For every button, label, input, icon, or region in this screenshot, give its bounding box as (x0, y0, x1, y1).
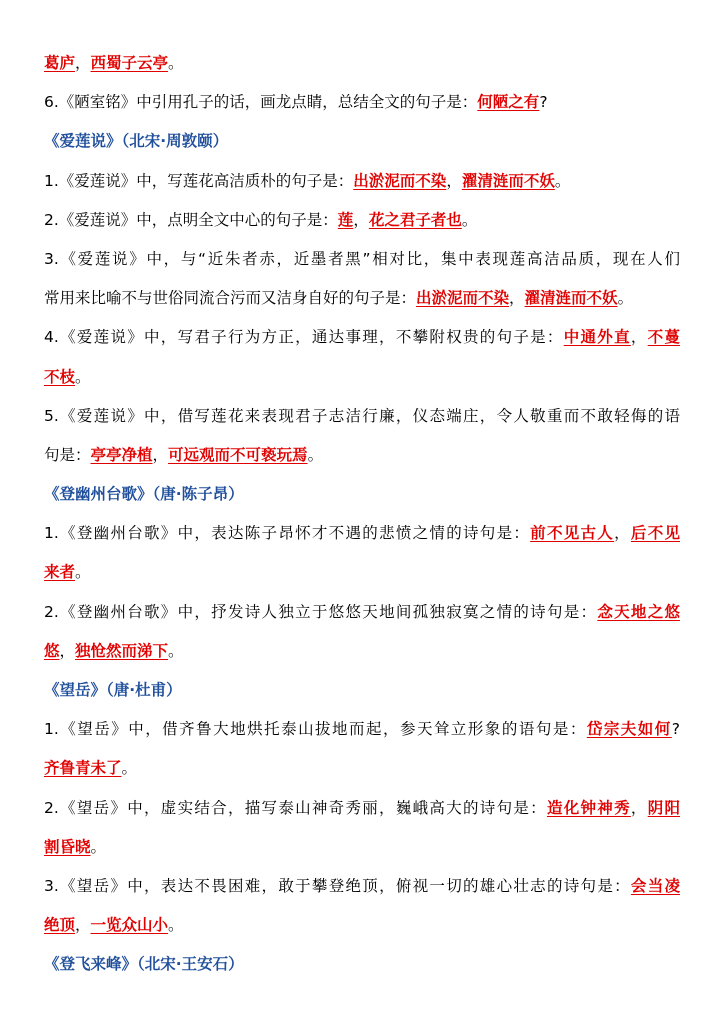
text-line (44, 553, 680, 592)
answer-text: 濯清涟而不妖 (461, 171, 555, 190)
plain-text: ， (446, 171, 462, 190)
text-line (44, 318, 680, 357)
plain-text: 。 (90, 837, 107, 856)
answer-text: 出淤泥而不染 (416, 289, 510, 308)
section-heading (44, 475, 680, 514)
plain-text: 。 (554, 171, 571, 190)
answer-text: 阴阳 (647, 798, 680, 817)
plain-text: 《望岳》（唐·杜甫） (44, 681, 182, 699)
answer-text: 可远观而不可亵玩焉 (168, 445, 308, 464)
text-line (44, 749, 680, 788)
answer-text: 中通外直 (563, 328, 631, 347)
text-line (44, 632, 680, 671)
plain-text: ? (539, 93, 548, 112)
plain-text: 《登飞来峰》（北宋·王安石） (44, 955, 244, 974)
text-line (44, 83, 680, 122)
plain-text: 1.《登幽州台歌》中，表达陈子昂怀才不遇的悲愤之情的诗句是： (44, 524, 531, 543)
text-line (44, 514, 680, 553)
text-line (44, 906, 680, 945)
answer-text: 不枝 (44, 367, 76, 386)
section-heading (44, 122, 680, 161)
answer-text: 濯清涟而不妖 (524, 289, 618, 308)
plain-text: ， (75, 54, 91, 72)
plain-text: 。 (75, 563, 91, 582)
text-line (44, 240, 680, 279)
plain-text: ， (630, 798, 648, 817)
plain-text: 。 (461, 210, 478, 229)
answer-text: 割昏晓 (44, 837, 91, 856)
plain-text: 《登幽州台歌》（唐·陈子昂） (44, 485, 244, 504)
answer-text: 岱宗夫如何 (586, 720, 672, 739)
plain-text: 1.《爱莲说》中，写莲花高洁质朴的句子是： (44, 171, 354, 190)
answer-text: 来者 (44, 563, 76, 582)
text-line (44, 867, 680, 906)
answer-text: 出淤泥而不染 (353, 171, 447, 190)
plain-text: 4.《爱莲说》中，写君子行为方正，通达事理，不攀附权贵的句子是： (44, 328, 564, 347)
answer-text: 独怆然而涕下 (75, 641, 169, 660)
text-line (44, 279, 680, 318)
plain-text: 。 (168, 54, 184, 72)
text-line (44, 828, 680, 867)
answer-text: 亭亭净植 (90, 445, 153, 464)
answer-text: 齐鲁青未了 (44, 759, 122, 778)
answer-text: 前不见古人 (530, 524, 615, 543)
document-page (44, 44, 680, 985)
plain-text: 2.《登幽州台歌》中，抒发诗人独立于悠悠天地间孤独寂寞之情的诗句是： (44, 602, 598, 621)
section-heading (44, 671, 680, 710)
answer-text: 葛庐 (44, 54, 76, 72)
plain-text: 《爱莲说》（北宋·周敦颐） (44, 132, 229, 151)
plain-text: ， (75, 916, 91, 935)
plain-text: ? (671, 720, 680, 739)
answer-text: 西蜀子云亭 (90, 54, 169, 72)
plain-text: 。 (168, 641, 184, 660)
answer-text: 莲 (337, 210, 354, 229)
plain-text: 6.《陋室铭》中引用孔子的话，画龙点睛，总结全文的句子是： (44, 93, 478, 112)
plain-text: ， (630, 328, 648, 347)
answer-text: 绝顶 (44, 916, 76, 935)
text-line (44, 593, 680, 632)
text-line (44, 162, 680, 201)
answer-text: 造化钟神秀 (546, 798, 631, 817)
answer-text: 念天地之悠 (597, 602, 680, 621)
plain-text: ， (509, 289, 525, 308)
plain-text: 2.《望岳》中，虚实结合，描写泰山神奇秀丽，巍峨高大的诗句是： (44, 798, 547, 817)
plain-text: ， (59, 641, 76, 660)
plain-text: 。 (75, 367, 91, 386)
plain-text: 。 (168, 916, 184, 935)
plain-text: 3.《望岳》中，表达不畏困难，敢于攀登绝顶，俯视一切的雄心壮志的诗句是： (44, 876, 631, 895)
answer-text: 何陋之有 (477, 93, 540, 112)
section-heading (44, 945, 680, 984)
plain-text: 。 (617, 289, 634, 308)
answer-text: 一览众山小 (90, 916, 169, 935)
plain-text: 3.《爱莲说》中，与“近朱者赤，近墨者黑”相对比，集中表现莲高洁品质，现在人们 (44, 249, 680, 268)
text-line (44, 44, 680, 83)
plain-text: ， (353, 210, 369, 229)
answer-text: 不蔓 (647, 328, 680, 347)
text-line (44, 201, 680, 240)
plain-text: 5.《爱莲说》中，借写莲花来表现君子志洁行廉，仪态端庄，令人敬重而不敢轻侮的语 (44, 406, 680, 425)
text-line (44, 710, 680, 749)
answer-text: 会当凌 (630, 876, 680, 895)
plain-text: 句是： (44, 445, 91, 464)
text-line (44, 358, 680, 397)
text-line (44, 436, 680, 475)
text-line (44, 397, 680, 436)
plain-text: 。 (307, 445, 324, 464)
answer-text: 后不见 (630, 524, 680, 543)
text-line (44, 789, 680, 828)
plain-text: ， (152, 445, 169, 464)
plain-text: 常用来比喻不与世俗同流合污而又洁身自好的句子是： (44, 289, 417, 308)
plain-text: ， (614, 524, 631, 543)
answer-text: 花之君子者也 (368, 210, 462, 229)
plain-text: 2.《爱莲说》中，点明全文中心的句子是： (44, 210, 338, 229)
answer-text: 悠 (44, 641, 60, 660)
plain-text: 1.《望岳》中，借齐鲁大地烘托泰山拔地而起，参天耸立形象的语句是： (44, 720, 587, 739)
plain-text: 。 (121, 759, 138, 778)
